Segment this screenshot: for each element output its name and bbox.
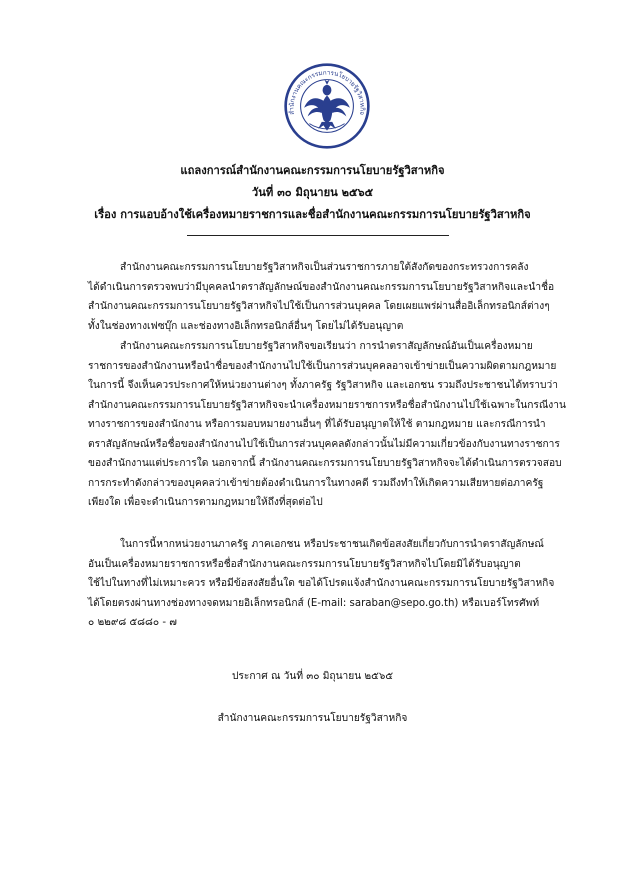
issuing-agency: สำนักงานคณะกรรมการนโยบายรัฐวิสาหกิจ: [217, 713, 408, 724]
seal-ring-text: สำนักงานคณะกรรมการนโยบายรัฐวิสาหกิจ: [288, 69, 366, 116]
body-line: สำนักงานคณะกรรมการนโยบายรัฐวิสาหกิจขอเรียนว่า การนำตราสัญลักษณ์อันเป็นเครื่องหมาย: [120, 341, 533, 352]
body-line: สำนักงานคณะกรรมการนโยบายรัฐวิสาหกิจจะนำเครื่องหมายราชการหรือชื่อสำนักงานไปใช้เฉพาะในกรณีงาน: [88, 399, 566, 411]
announcement-subject: เรื่อง การแอบอ้างใช้เครื่องหมายราชการและชื่อสำนักงานคณะกรรมการนโยบายรัฐวิสาหกิจ: [94, 208, 531, 221]
body-line: ราชการของสำนักงานหรือนำชื่อของสำนักงานไปใช้เป็นการส่วนบุคคลอาจเข้าข่ายเป็นความผิดตามกฎหมาย: [88, 360, 557, 372]
body-paragraph-2: [88, 337, 566, 513]
sepo-seal-logo: [283, 62, 371, 150]
body-line: สำนักงานคณะกรรมการนโยบายรัฐวิสาหกิจเป็นส่วนราชการภายใต้สังกัดของกระทรวงการคลัง: [120, 262, 529, 273]
body-line: ๐ ๒๒๙๘ ๕๘๘๐ - ๗: [88, 617, 177, 628]
announcement-date: วันที่ ๓๐ มิถุนายน ๒๕๖๕: [251, 186, 374, 199]
body-line: ใช้ไปในทางที่ไม่เหมาะควร หรือมีข้อสงสัยอื่นใด ขอได้โปรดแจ้งสำนักงานคณะกรรมการนโยบายรัฐวิสาหกิจ: [88, 578, 555, 589]
body-line: ได้โดยตรงผ่านทางช่องทางจดหมายอิเล็กทรอนิกส์ (E-mail: saraban@sepo.go.th) หรือเบอร์โทรศัพท์: [88, 597, 540, 609]
body-line: ตราสัญลักษณ์หรือชื่อของสำนักงานไปใช้เป็นการส่วนบุคคลดังกล่าวนั้นไม่มีความเกี่ยวข้องกับงานทางราชการ: [88, 438, 560, 450]
body-paragraph-3: [88, 535, 555, 633]
body-line: ทั้งในช่องทางเฟซบุ๊ก และช่องทางอิเล็กทรอนิกส์อื่นๆ โดยไม่ได้รับอนุญาต: [88, 320, 404, 332]
body-line: ในการนี้ จึงเห็นควรประกาศให้หน่วยงานต่างๆ ทั้งภาครัฐ รัฐวิสาหกิจ และเอกชน รวมถึงประชาชนได้ทราบว่า: [88, 380, 558, 391]
body-line: การกระทำดังกล่าวของบุคคลว่าเข้าข่ายต้องดำเนินการในทางคดี รวมถึงทำให้เกิดความเสียหายต่อภาครัฐ: [88, 477, 544, 489]
announce-date-line: ประกาศ ณ วันที่ ๓๐ มิถุนายน ๒๕๖๕: [231, 671, 394, 682]
body-line: สำนักงานคณะกรรมการนโยบายรัฐวิสาหกิจไปใช้เป็นการส่วนบุคคล โดยเผยแพร่ผ่านสื่ออิเล็กทรอนิกส์ต่างๆ: [88, 301, 550, 312]
body-line: ทางราชการของสำนักงาน หรือการมอบหมายงานอื่นๆ ที่ได้รับอนุญาตให้ใช้ ตามกฎหมาย และกรณีการนำ: [88, 419, 546, 430]
body-paragraph-1: [88, 258, 555, 336]
body-line: อันเป็นเครื่องหมายราชการหรือชื่อสำนักงานคณะกรรมการนโยบายรัฐวิสาหกิจไปโดยมิได้รับอนุญาต: [88, 558, 521, 570]
body-line: ของสำนักงานแต่ประการใด นอกจากนี้ สำนักงานคณะกรรมการนโยบายรัฐวิสาหกิจจะได้ดำเนินการตรวจสอบ: [88, 458, 562, 469]
announcement-title: แถลงการณ์สำนักงานคณะกรรมการนโยบายรัฐวิสาหกิจ: [180, 164, 445, 177]
title-divider: [187, 235, 449, 236]
body-line: เพียงใด เพื่อจะดำเนินการตามกฎหมายให้ถึงที่สุดต่อไป: [88, 497, 323, 508]
body-line: ได้ดำเนินการตรวจพบว่ามีบุคคลนำตราสัญลักษณ์ของสำนักงานคณะกรรมการนโยบายรัฐวิสาหกิจและนำชื่อ: [88, 281, 555, 293]
body-line: ในการนี้หากหน่วยงานภาครัฐ ภาคเอกชน หรือประชาชนเกิดข้อสงสัยเกี่ยวกับการนำตราสัญลักษณ์: [120, 539, 544, 550]
